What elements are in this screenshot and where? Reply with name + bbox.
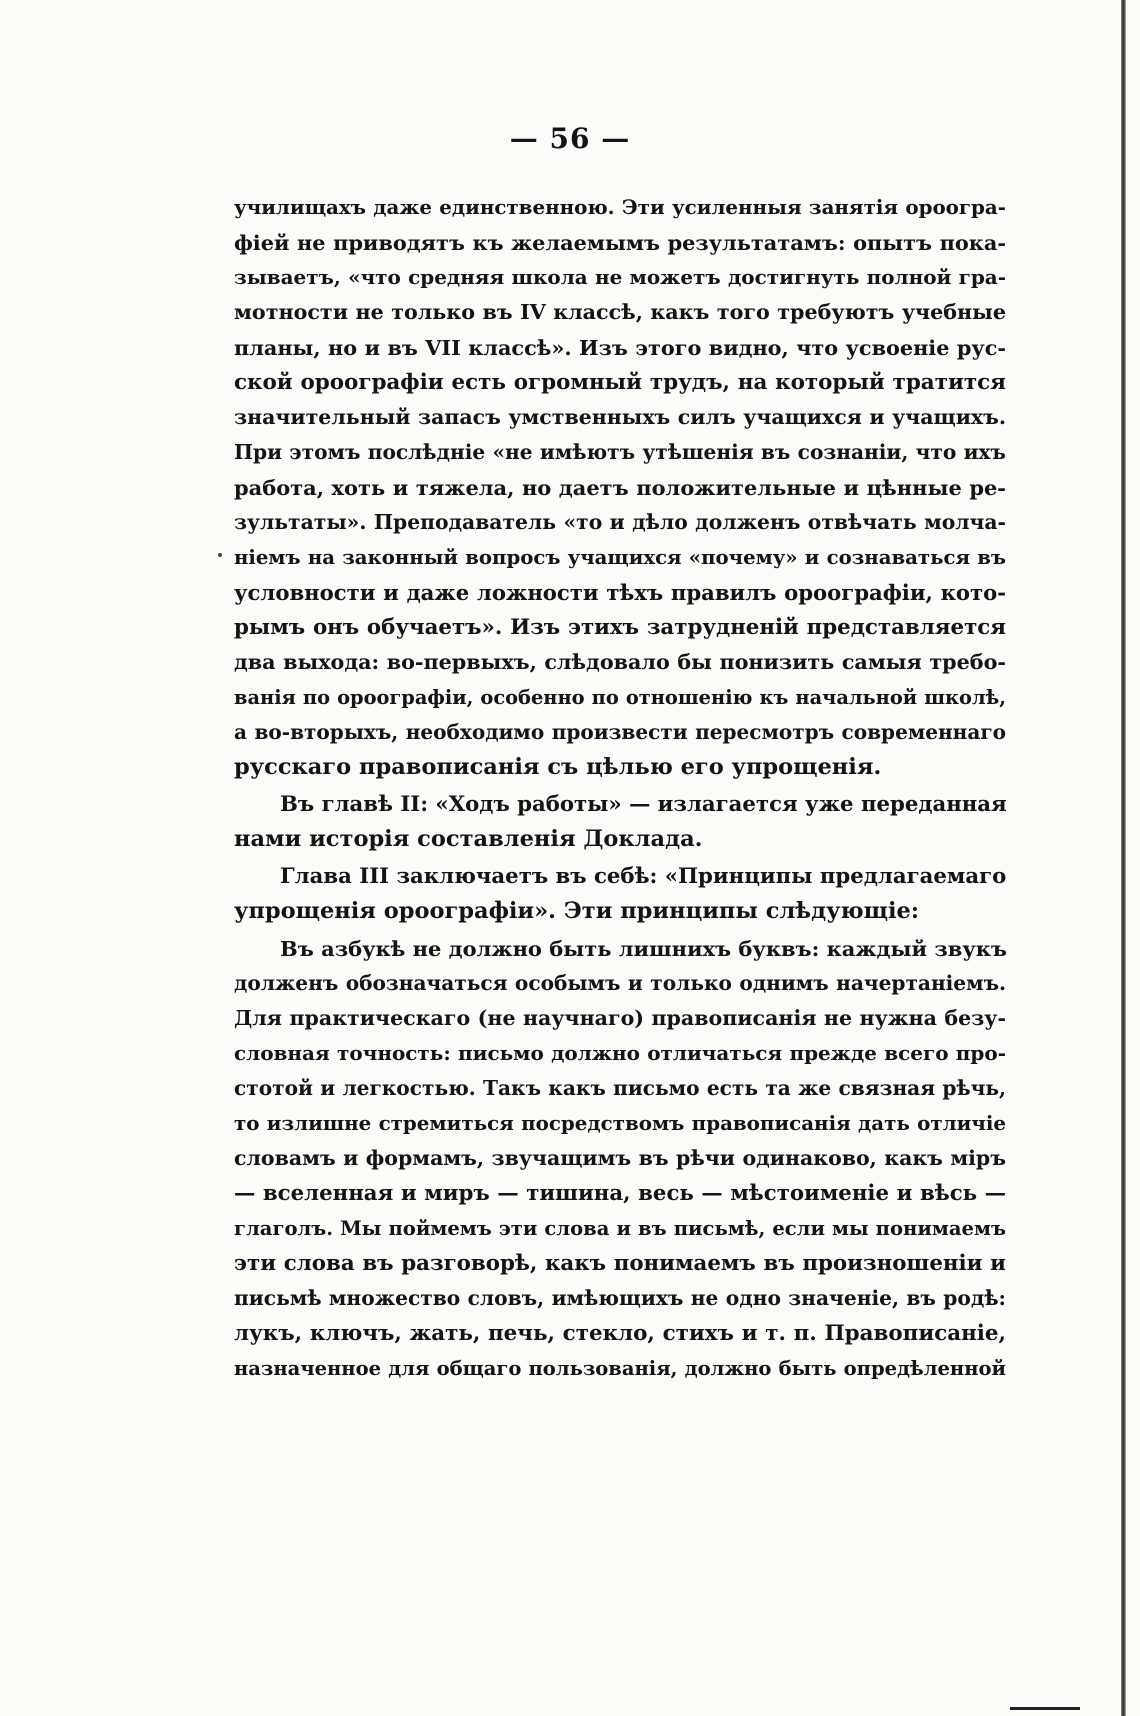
text-line: Глава III заключаетъ въ себѣ: «Принципы предлагаемаго [280, 864, 1007, 889]
text-line: условности и даже ложности тѣхъ правилъ ороографіи, кото- [234, 580, 1006, 605]
text-line: мотности не только въ IV классѣ, какъ того требуютъ учебные [234, 300, 1006, 324]
text-line: Въ азбукѣ не должно быть лишнихъ буквъ: каждый звукъ [280, 936, 1008, 961]
paragraph-2 [234, 787, 1006, 857]
text-line: два выхода: во-первыхъ, слѣдовало бы понизить самыя требо- [234, 650, 1006, 674]
text-line: Для практическаго (не научнаго) правописанія не нужна безу- [234, 1006, 1006, 1030]
text-line: Въ главѣ II: «Ходъ работы» — излагается уже переданная [280, 792, 1007, 817]
text-line: лукъ, ключъ, жать, печь, стекло, стихъ и т. п. Правописаніе, [234, 1321, 1006, 1346]
text-line: планы, но и въ VII классѣ». Изъ этого видно, что усвоеніе рус- [234, 335, 1006, 360]
text-line: словная точность: письмо должно отличаться прежде всего про- [234, 1041, 1006, 1065]
text-line: словамъ и формамъ, звучащимъ въ рѣчи одинаково, какъ міръ [234, 1146, 1006, 1170]
text-line: глаголъ. Мы поймемъ эти слова и въ письмѣ, если мы понимаемъ [234, 1217, 1006, 1240]
body-text [234, 190, 1006, 1386]
paragraph-4 [234, 931, 1006, 1386]
text-line: училищахъ даже единственною. Эти усиленныя занятія ороогра- [234, 195, 1006, 219]
text-line: — вселенная и миръ — тишина, весь — мѣстоименіе и вѣсь — [234, 1181, 1006, 1206]
text-line: зультаты». Преподаватель «то и дѣло долженъ отвѣчать молча- [234, 510, 1006, 534]
ink-speck [218, 553, 222, 557]
text-line: При этомъ послѣдніе «не имѣютъ утѣшенія въ сознаніи, что ихъ [234, 440, 1006, 464]
text-line: стотой и легкостью. Такъ какъ письмо есть та же связная рѣчь, [234, 1076, 1006, 1100]
page-number: — 56 — [509, 122, 631, 155]
text-line: русскаго правописанія съ цѣлью его упрощенія. [234, 754, 882, 780]
text-line: ской ороографіи есть огромный трудъ, на который тратится [234, 370, 1006, 395]
text-line: ніемъ на законный вопросъ учащихся «почему» и сознаваться въ [234, 546, 1006, 569]
text-line: зываетъ, «что средняя школа не можетъ достигнуть полной гра- [234, 265, 1006, 289]
text-line: рымъ онъ обучаетъ». Изъ этихъ затрудненій представляется [234, 615, 1006, 640]
scan-mark [1010, 1707, 1080, 1710]
text-line: ванія по ороографіи, особенно по отношенію къ начальной школѣ, [234, 686, 1006, 709]
paragraph-1 [234, 190, 1006, 785]
text-line: нами исторія составленія Доклада. [234, 826, 703, 852]
text-line: долженъ обозначаться особымъ и только однимъ начертаніемъ. [234, 971, 1006, 995]
text-line: назначенное для общаго пользованія, должно быть опредѣленной [234, 1357, 1006, 1380]
text-line: значительный запасъ умственныхъ силъ учащихся и учащихъ. [234, 405, 1006, 429]
text-line: то излишне стремиться посредствомъ правописанія дать отличіе [234, 1111, 1006, 1135]
text-line: а во-вторыхъ, необходимо произвести пересмотръ современнаго [234, 720, 1006, 744]
text-line: работа, хоть и тяжела, но даетъ положительные и цѣнные ре- [234, 475, 1006, 500]
text-line: фіей не приводятъ къ желаемымъ результатамъ: опытъ пока- [234, 230, 1006, 255]
text-line: упрощенія ороографіи». Эти принципы слѣдующіе: [234, 898, 920, 924]
paragraph-3 [234, 859, 1006, 929]
text-line: эти слова въ разговорѣ, какъ понимаемъ въ произношеніи и [234, 1251, 1006, 1276]
text-line: письмѣ множество словъ, имѣющихъ не одно значеніе, въ родѣ: [234, 1286, 1006, 1310]
binding-edge [1121, 0, 1126, 1716]
